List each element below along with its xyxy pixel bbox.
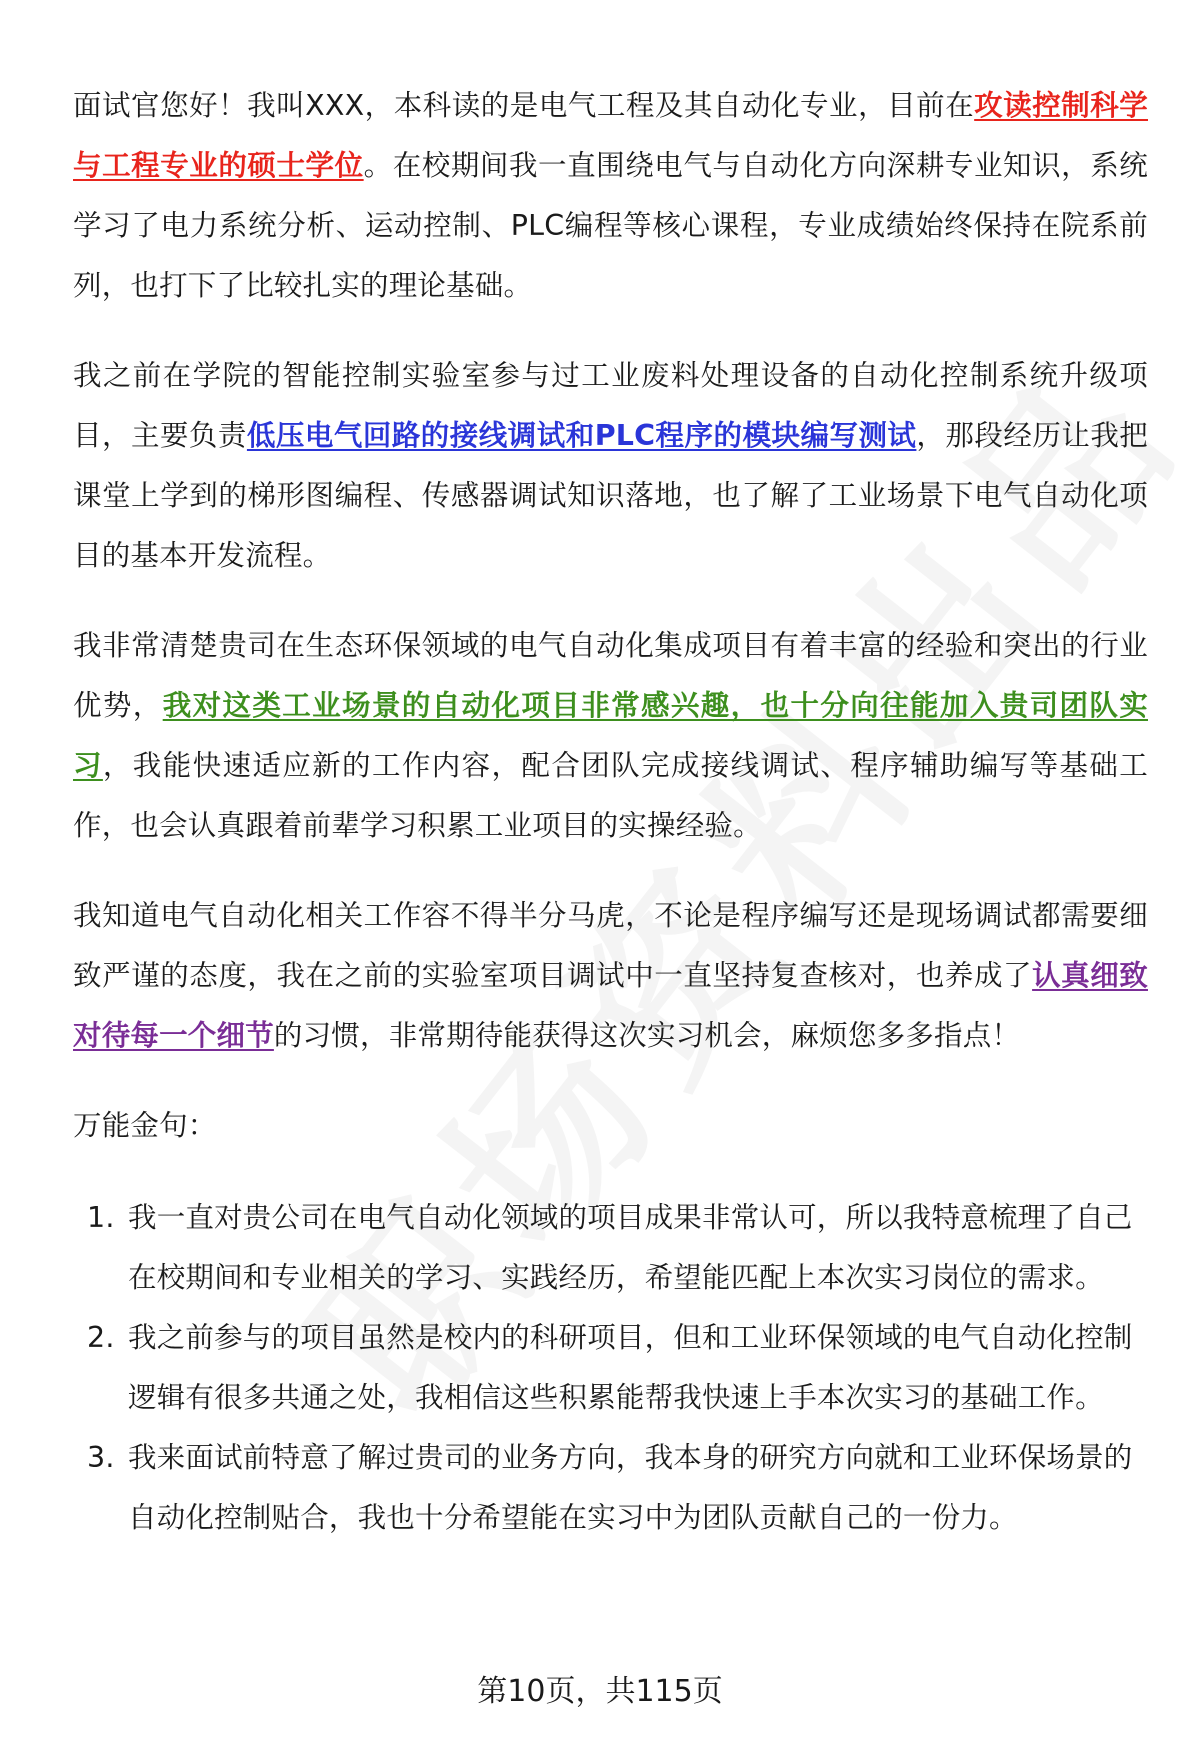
paragraph-text: 我知道电气自动化相关工作容不得半分马虎，不论是程序编写还是现场调试都需要细致严谨的态度，我在之前的实验室项目调试中一直坚持复查核对，也养成了 [73,899,1148,992]
page-number: 第10页，共115页 [477,1674,723,1709]
highlight-interest: 我对这类工业场景的自动化项目非常感兴趣，也十分向往能加入贵司团队实习 [73,689,1148,782]
paragraph-text: 我之前在学院的智能控制实验室参与过工业废料处理设备的自动化控制系统升级项目，主要负责 [73,359,1148,452]
paragraph-closing [73,886,1148,1066]
list-item-number: 3. [87,1441,115,1474]
list-item [73,1188,1148,1308]
highlight-attitude: 认真细致对待每一个细节 [73,959,1148,1052]
list-item-text: 我之前参与的项目虽然是校内的科研项目，但和工业环保领域的电气自动化控制逻辑有很多共通之处，我相信这些积累能帮我快速上手本次实习的基础工作。 [128,1321,1133,1414]
paragraph-text: 面试官您好！我叫XXX，本科读的是电气工程及其自动化专业，目前在 [73,89,975,122]
list-item [73,1308,1148,1428]
paragraph-intro [73,76,1148,316]
paragraph-text: 。在校期间我一直围绕电气与自动化方向深耕专业知识，系统学习了电力系统分析、运动控制、PLC编程等核心课程，专业成绩始终保持在院系前列，也打下了比较扎实的理论基础。 [73,149,1148,302]
list-item [73,1428,1148,1548]
tips-title: 万能金句： [73,1109,217,1142]
paragraph-motivation [73,616,1148,856]
paragraph-text: 我非常清楚贵司在生态环保领域的电气自动化集成项目有着丰富的经验和突出的行业优势， [73,629,1148,722]
tips-list [73,1188,1148,1548]
list-item-text: 我一直对贵公司在电气自动化领域的项目成果非常认可，所以我特意梳理了自己在校期间和专业相关的学习、实践经历，希望能匹配上本次实习岗位的需求。 [128,1201,1133,1294]
paragraph-text: 的习惯，非常期待能获得这次实习机会，麻烦您多多指点！ [273,1019,1021,1052]
paragraph-experience [73,346,1148,586]
paragraph-text: ，那段经历让我把课堂上学到的梯形图编程、传感器调试知识落地，也了解了工业场景下电气自动化项目的基本开发流程。 [73,419,1149,572]
list-item-number: 2. [87,1321,115,1354]
document-body [73,76,1148,1548]
highlight-responsibility: 低压电气回路的接线调试和PLC程序的模块编写测试 [246,419,917,452]
list-item-text: 我来面试前特意了解过贵司的业务方向，我本身的研究方向就和工业环保场景的自动化控制贴合，我也十分希望能在实习中为团队贡献自己的一份力。 [128,1441,1133,1534]
highlight-degree: 攻读控制科学与工程专业的硕士学位 [73,89,1148,182]
paragraph-text: ，我能快速适应新的工作内容，配合团队完成接线调试、程序辅助编写等基础工作，也会认真跟着前辈学习积累工业项目的实操经验。 [73,749,1148,842]
list-item-number: 1. [87,1201,115,1234]
